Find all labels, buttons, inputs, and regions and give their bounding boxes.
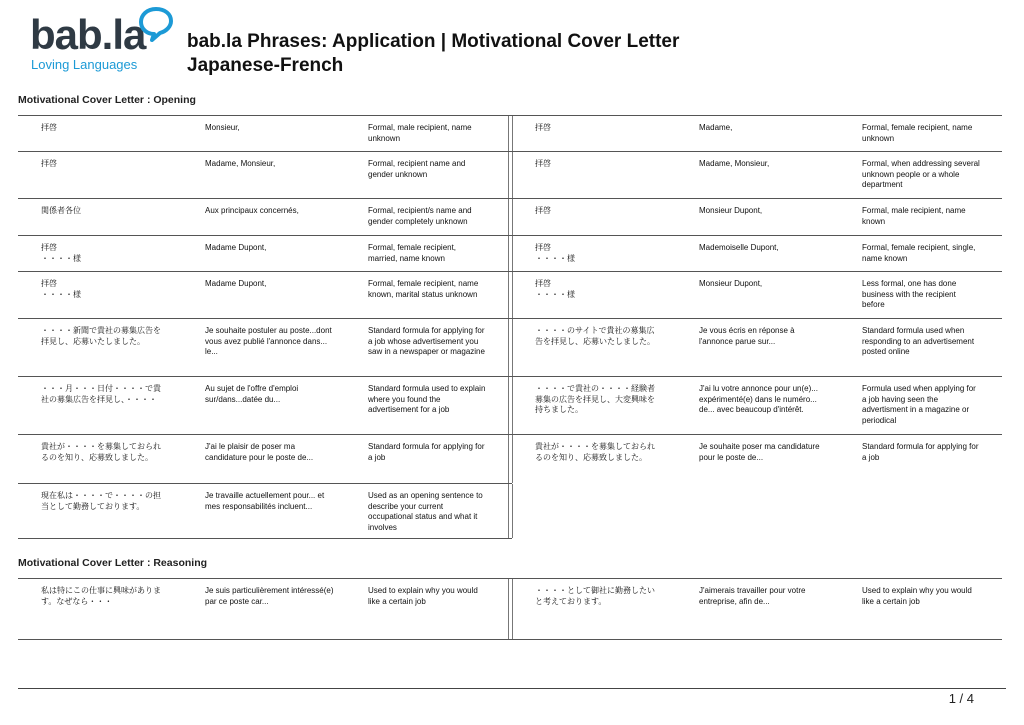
phrase-entry xyxy=(512,319,1002,376)
japanese-phrase: 拝啓 xyxy=(535,206,551,215)
phrase-table-reasoning xyxy=(18,578,1002,640)
table-row xyxy=(18,235,1002,271)
usage-note: Formal, female recipient, married, name known xyxy=(368,243,457,263)
column-divider xyxy=(508,319,509,376)
french-phrase: Madame Dupont, xyxy=(205,279,267,288)
footer-divider xyxy=(18,688,1006,689)
section-title-reasoning: Motivational Cover Letter : Reasoning xyxy=(18,557,208,569)
usage-note: Formal, female recipient, single, name known xyxy=(862,243,976,263)
french-phrase: Madame, xyxy=(699,123,733,132)
japanese-phrase: 現在私は・・・・で・・・・の担当として勤務しております。 xyxy=(41,491,161,511)
phrase-entry xyxy=(512,199,1002,235)
column-divider xyxy=(508,236,509,271)
japanese-phrase: ・・・月・・・日付・・・・で貴社の募集広告を拝見し、・・・・ xyxy=(41,384,161,404)
french-phrase: Monsieur Dupont, xyxy=(699,279,763,288)
french-phrase: Je suis particulièrement intéressé(e) par ce poste car... xyxy=(205,586,334,606)
french-phrase: Madame, Monsieur, xyxy=(699,159,770,168)
column-divider xyxy=(512,484,513,538)
page-title xyxy=(187,30,807,78)
phrase-entry xyxy=(512,152,1002,198)
japanese-phrase: 私は特にこの仕事に興味があります。なぜなら・・・ xyxy=(41,586,161,606)
phrase-entry xyxy=(18,319,508,376)
japanese-phrase: ・・・・のサイトで貴社の募集広告を拝見し、応募いたしました。 xyxy=(535,326,655,346)
phrase-entry xyxy=(512,272,1002,318)
phrase-table-opening xyxy=(18,115,1002,539)
logo xyxy=(30,6,175,76)
usage-note: Formal, female recipient, name known, marital status unknown xyxy=(368,279,479,299)
japanese-phrase: ・・・・で貴社の・・・・経験者募集の広告を拝見し、大変興味を持ちました。 xyxy=(535,384,655,415)
french-phrase: J'ai lu votre annonce pour un(e)... expérimenté(e) dans le numéro... de... avec beaucoup d'intérêt. xyxy=(699,384,818,415)
column-divider xyxy=(508,199,509,235)
column-divider xyxy=(508,152,509,198)
table-row xyxy=(18,151,1002,198)
japanese-phrase: 貴社が・・・・を募集しておられるのを知り、応募致しました。 xyxy=(535,442,655,462)
japanese-phrase: 拝啓 xyxy=(41,123,57,132)
usage-note: Standard formula for applying for a job xyxy=(862,442,979,462)
japanese-phrase: 拝啓 ・・・・様 xyxy=(535,279,575,299)
japanese-phrase: ・・・・として御社に勤務したいと考えております。 xyxy=(535,586,655,606)
phrase-entry xyxy=(18,579,508,639)
table-row xyxy=(18,434,1002,483)
french-phrase: Mademoiselle Dupont, xyxy=(699,243,779,252)
speech-bubble-icon xyxy=(138,6,174,42)
page-title-line2: Japanese-French xyxy=(187,55,344,76)
french-phrase: Monsieur Dupont, xyxy=(699,206,763,215)
japanese-phrase: ・・・・新聞で貴社の募集広告を拝見し、応募いたしました。 xyxy=(41,326,161,346)
table-row xyxy=(18,115,1002,151)
phrase-entry xyxy=(18,484,508,538)
japanese-phrase: 拝啓 xyxy=(535,159,551,168)
japanese-phrase: 貴社が・・・・を募集しておられるのを知り、応募致しました。 xyxy=(41,442,161,462)
japanese-phrase: 関係者各位 xyxy=(41,206,81,215)
french-phrase: Je souhaite poser ma candidature pour le poste de... xyxy=(699,442,820,462)
japanese-phrase: 拝啓 ・・・・様 xyxy=(41,279,81,299)
page-number: 1 / 4 xyxy=(948,691,974,706)
table-row xyxy=(18,578,1002,640)
page-title-line1: bab.la Phrases: Application | Motivational Cover Letter xyxy=(187,31,680,52)
table-row xyxy=(18,198,1002,235)
french-phrase: Aux principaux concernés, xyxy=(205,206,299,215)
french-phrase: Monsieur, xyxy=(205,123,240,132)
usage-note: Used to explain why you would like a certain job xyxy=(368,586,478,606)
french-phrase: Je vous écris en réponse à l'annonce parue sur... xyxy=(699,326,795,346)
phrase-entry xyxy=(512,435,1002,483)
japanese-phrase: 拝啓 xyxy=(535,123,551,132)
usage-note: Formal, recipient name and gender unknown xyxy=(368,159,466,179)
phrase-entry xyxy=(512,236,1002,271)
french-phrase: Je souhaite postuler au poste...dont vous avez publié l'annonce dans... le... xyxy=(205,326,332,357)
french-phrase: Madame Dupont, xyxy=(205,243,267,252)
usage-note: Standard formula for applying for a job xyxy=(368,442,485,462)
column-divider xyxy=(508,435,509,483)
phrase-entry xyxy=(18,199,508,235)
french-phrase: Madame, Monsieur, xyxy=(205,159,276,168)
phrase-entry xyxy=(18,377,508,434)
usage-note: Formal, female recipient, name unknown xyxy=(862,123,973,143)
phrase-entry xyxy=(18,152,508,198)
phrase-entry xyxy=(512,116,1002,151)
usage-note: Formula used when applying for a job having seen the advertisment in a magazine or periodical xyxy=(862,384,976,425)
column-divider xyxy=(508,116,509,151)
logo-wordmark: bab.la xyxy=(30,11,146,58)
french-phrase: J'ai le plaisir de poser ma candidature pour le poste de... xyxy=(205,442,314,462)
japanese-phrase: 拝啓 xyxy=(41,159,57,168)
table-row xyxy=(18,271,1002,318)
japanese-phrase: 拝啓 ・・・・様 xyxy=(41,243,81,263)
usage-note: Standard formula for applying for a job whose advertisement you saw in a newspaper or magazine xyxy=(368,326,485,357)
section-title-opening: Motivational Cover Letter : Opening xyxy=(18,94,196,106)
french-phrase: J'aimerais travailler pour votre entreprise, afin de... xyxy=(699,586,806,606)
usage-note: Formal, recipient/s name and gender completely unknown xyxy=(368,206,472,226)
french-phrase: Je travaille actuellement pour... et mes responsabilités incluent... xyxy=(205,491,325,511)
table-row xyxy=(18,483,512,539)
table-row xyxy=(18,376,1002,434)
usage-note: Formal, when addressing several unknown people or a whole department xyxy=(862,159,980,190)
japanese-phrase: 拝啓 ・・・・様 xyxy=(535,243,575,263)
phrase-entry xyxy=(512,579,1002,639)
phrase-entry xyxy=(18,236,508,271)
usage-note: Standard formula used when responding to an advertisement posted online xyxy=(862,326,975,357)
french-phrase: Au sujet de l'offre d'emploi sur/dans...datée du... xyxy=(205,384,299,404)
usage-note: Standard formula used to explain where you found the advertisement for a job xyxy=(368,384,486,415)
usage-note: Used as an opening sentence to describe your current occupational status and what it involves xyxy=(368,491,483,532)
usage-note: Formal, male recipient, name unknown xyxy=(368,123,472,143)
column-divider xyxy=(508,484,509,538)
phrase-entry xyxy=(512,377,1002,434)
column-divider xyxy=(508,272,509,318)
usage-note: Formal, male recipient, name known xyxy=(862,206,966,226)
phrase-entry xyxy=(18,272,508,318)
phrase-entry xyxy=(18,116,508,151)
column-divider xyxy=(508,579,509,639)
logo-tagline: Loving Languages xyxy=(31,57,138,72)
table-row xyxy=(18,318,1002,376)
column-divider xyxy=(508,377,509,434)
usage-note: Used to explain why you would like a certain job xyxy=(862,586,972,606)
phrase-entry xyxy=(18,435,508,483)
usage-note: Less formal, one has done business with the recipient before xyxy=(862,279,957,310)
